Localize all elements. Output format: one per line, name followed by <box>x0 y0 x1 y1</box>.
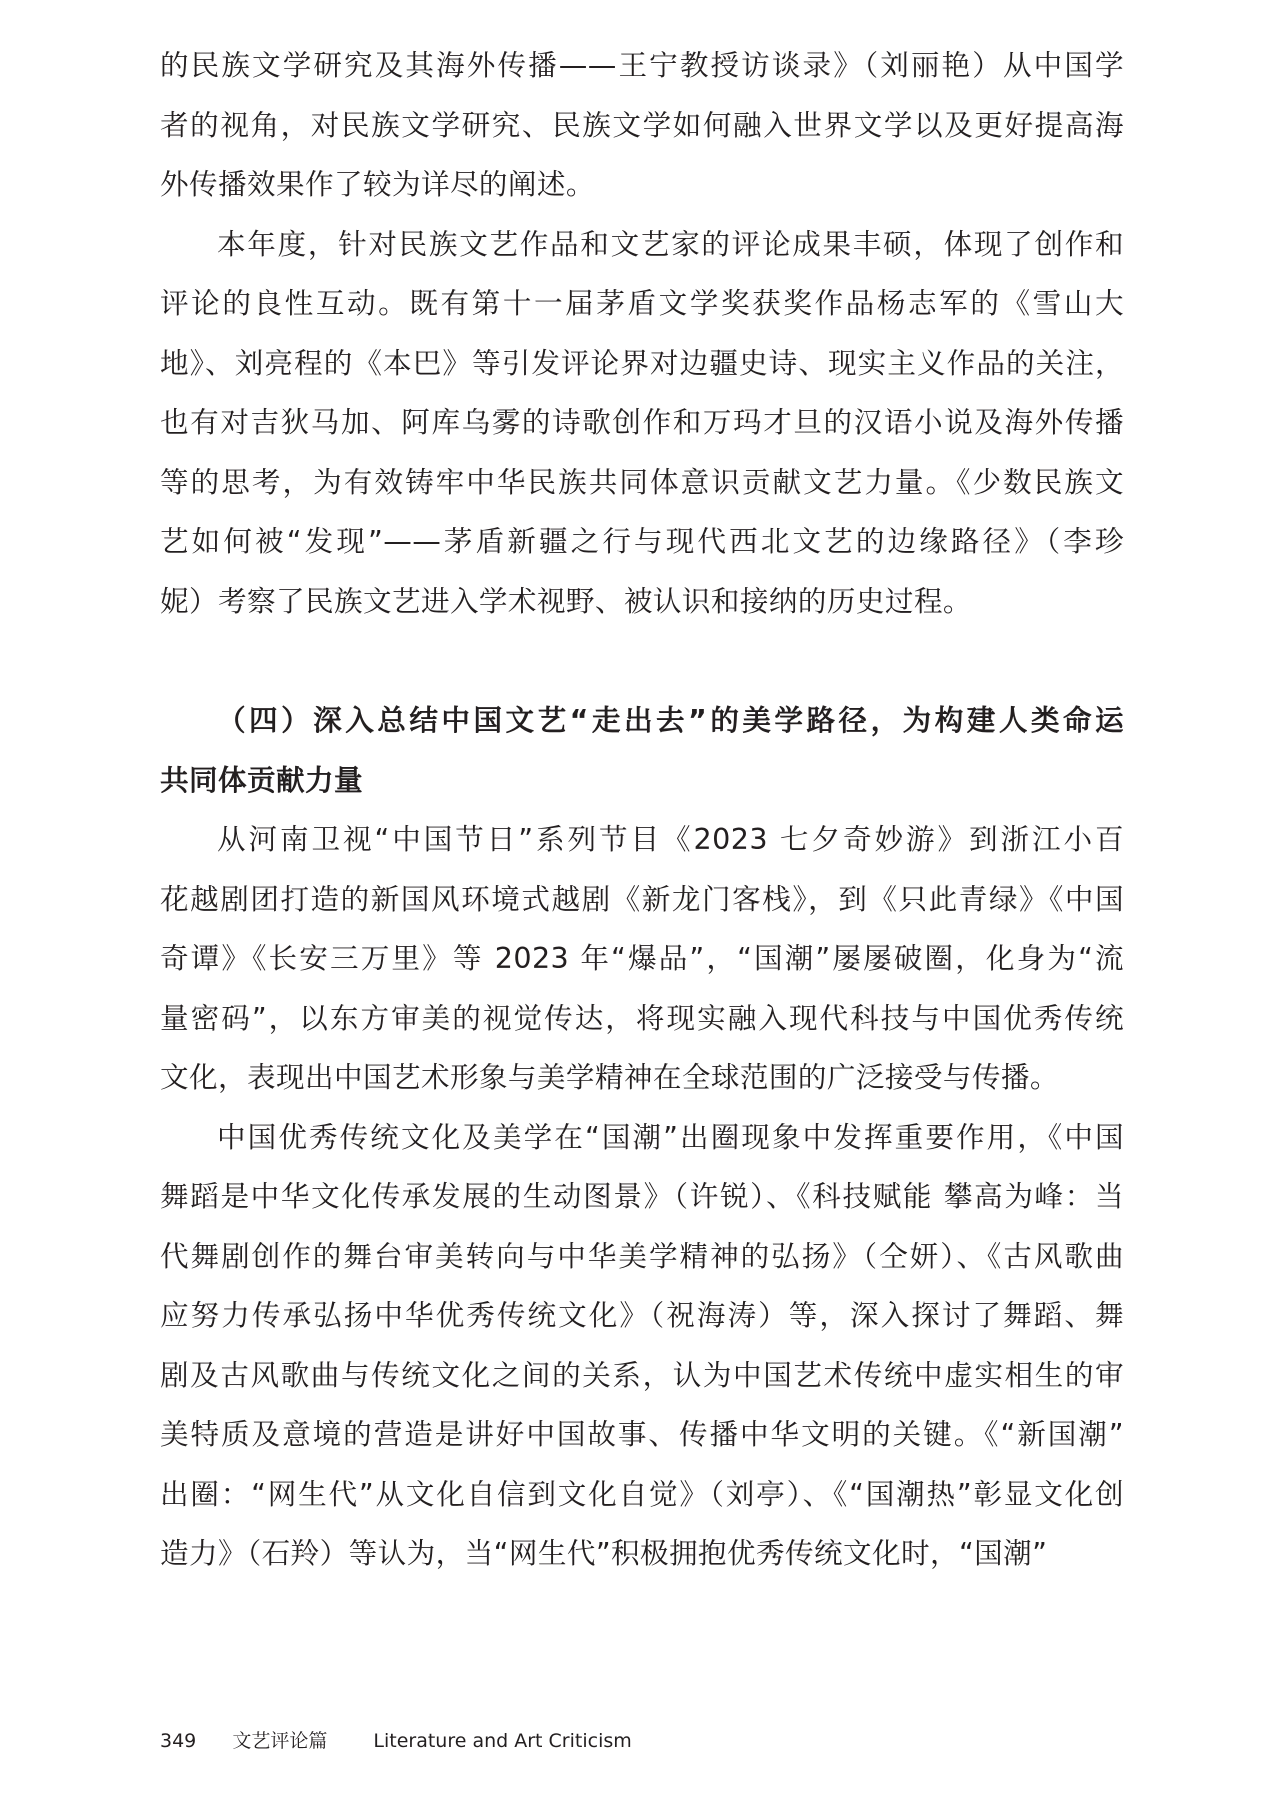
page-footer <box>160 1728 632 1754</box>
heading-line: （四）深入总结中国文艺“走出去”的美学路径，为构建人类命运 <box>217 703 1124 737</box>
text-line: 出圈：“网生代”从文化自信到文化自觉》（刘亭）、《“国潮热”彰显文化创 <box>160 1476 1124 1511</box>
text-line: 外传播效果作了较为详尽的阐述。 <box>160 167 595 201</box>
text-line: 量密码”，以东方审美的视觉传达，将现实融入现代科技与中国优秀传统 <box>160 1000 1124 1035</box>
bottom-paragraphs <box>160 810 1124 1584</box>
paragraph <box>160 810 1124 1108</box>
text-line: 评论的良性互动。既有第十一届茅盾文学奖获奖作品杨志军的《雪山大 <box>160 286 1124 320</box>
paragraph <box>160 215 1124 632</box>
paragraph <box>160 1108 1124 1584</box>
text-line: 本年度，针对民族文艺作品和文艺家的评论成果丰硕，体现了创作和 <box>217 226 1124 261</box>
text-line: 舞蹈是中华文化传承发展的生动图景》（许锐）、《科技赋能 攀高为峰：当 <box>160 1179 1124 1213</box>
text-line: 妮）考察了民族文艺进入学术视野、被认识和接纳的历史过程。 <box>160 583 972 618</box>
text-line: 应努力传承弘扬中华优秀传统文化》（祝海涛）等，深入探讨了舞蹈、舞 <box>160 1298 1124 1332</box>
section-heading <box>160 691 1124 810</box>
page-number: 349 <box>160 1730 197 1752</box>
text-line: 代舞剧创作的舞台审美转向与中华美学精神的弘扬》（仝妍）、《古风歌曲 <box>160 1238 1124 1273</box>
text-line: 艺如何被“发现”——茅盾新疆之行与现代西北文艺的边缘路径》（李珍 <box>160 524 1124 558</box>
text-line: 等的思考，为有效铸牢中华民族共同体意识贡献文艺力量。《少数民族文 <box>160 464 1124 499</box>
text-line: 从河南卫视“中国节日”系列节目《2023 七夕奇妙游》到浙江小百 <box>217 822 1124 856</box>
text-line: 文化，表现出中国艺术形象与美学精神在全球范围的广泛接受与传播。 <box>160 1060 1059 1094</box>
page-body <box>160 36 1124 1584</box>
text-line: 者的视角，对民族文学研究、民族文学如何融入世界文学以及更好提高海 <box>160 107 1124 142</box>
text-line: 美特质及意境的营造是讲好中国故事、传播中华文明的关键。《“新国潮” <box>160 1417 1124 1451</box>
heading-line: 共同体贡献力量 <box>160 762 363 797</box>
text-line: 剧及古风歌曲与传统文化之间的关系，认为中国艺术传统中虚实相生的审 <box>160 1357 1124 1392</box>
text-line: 地》、刘亮程的《本巴》等引发评论界对边疆史诗、现实主义作品的关注， <box>160 345 1124 380</box>
section-title-chinese: 文艺评论篇 <box>232 1730 328 1752</box>
text-line: 中国优秀传统文化及美学在“国潮”出圈现象中发挥重要作用，《中国 <box>217 1119 1124 1154</box>
paragraph <box>160 36 1124 215</box>
text-line: 造力》（石羚）等认为，当“网生代”积极拥抱优秀传统文化时，“国潮” <box>160 1536 1048 1570</box>
top-paragraphs <box>160 36 1124 631</box>
text-line: 的民族文学研究及其海外传播——王宁教授访谈录》（刘丽艳）从中国学 <box>160 48 1124 82</box>
section-title-english: Literature and Art Criticism <box>373 1730 632 1752</box>
text-line: 奇谭》《长安三万里》等 2023 年“爆品”，“国潮”屡屡破圈，化身为“流 <box>160 941 1124 975</box>
section-gap <box>160 631 1124 691</box>
text-line: 也有对吉狄马加、阿库乌雾的诗歌创作和万玛才旦的汉语小说及海外传播 <box>160 405 1124 439</box>
text-line: 花越剧团打造的新国风环境式越剧《新龙门客栈》，到《只此青绿》《中国 <box>160 881 1124 916</box>
